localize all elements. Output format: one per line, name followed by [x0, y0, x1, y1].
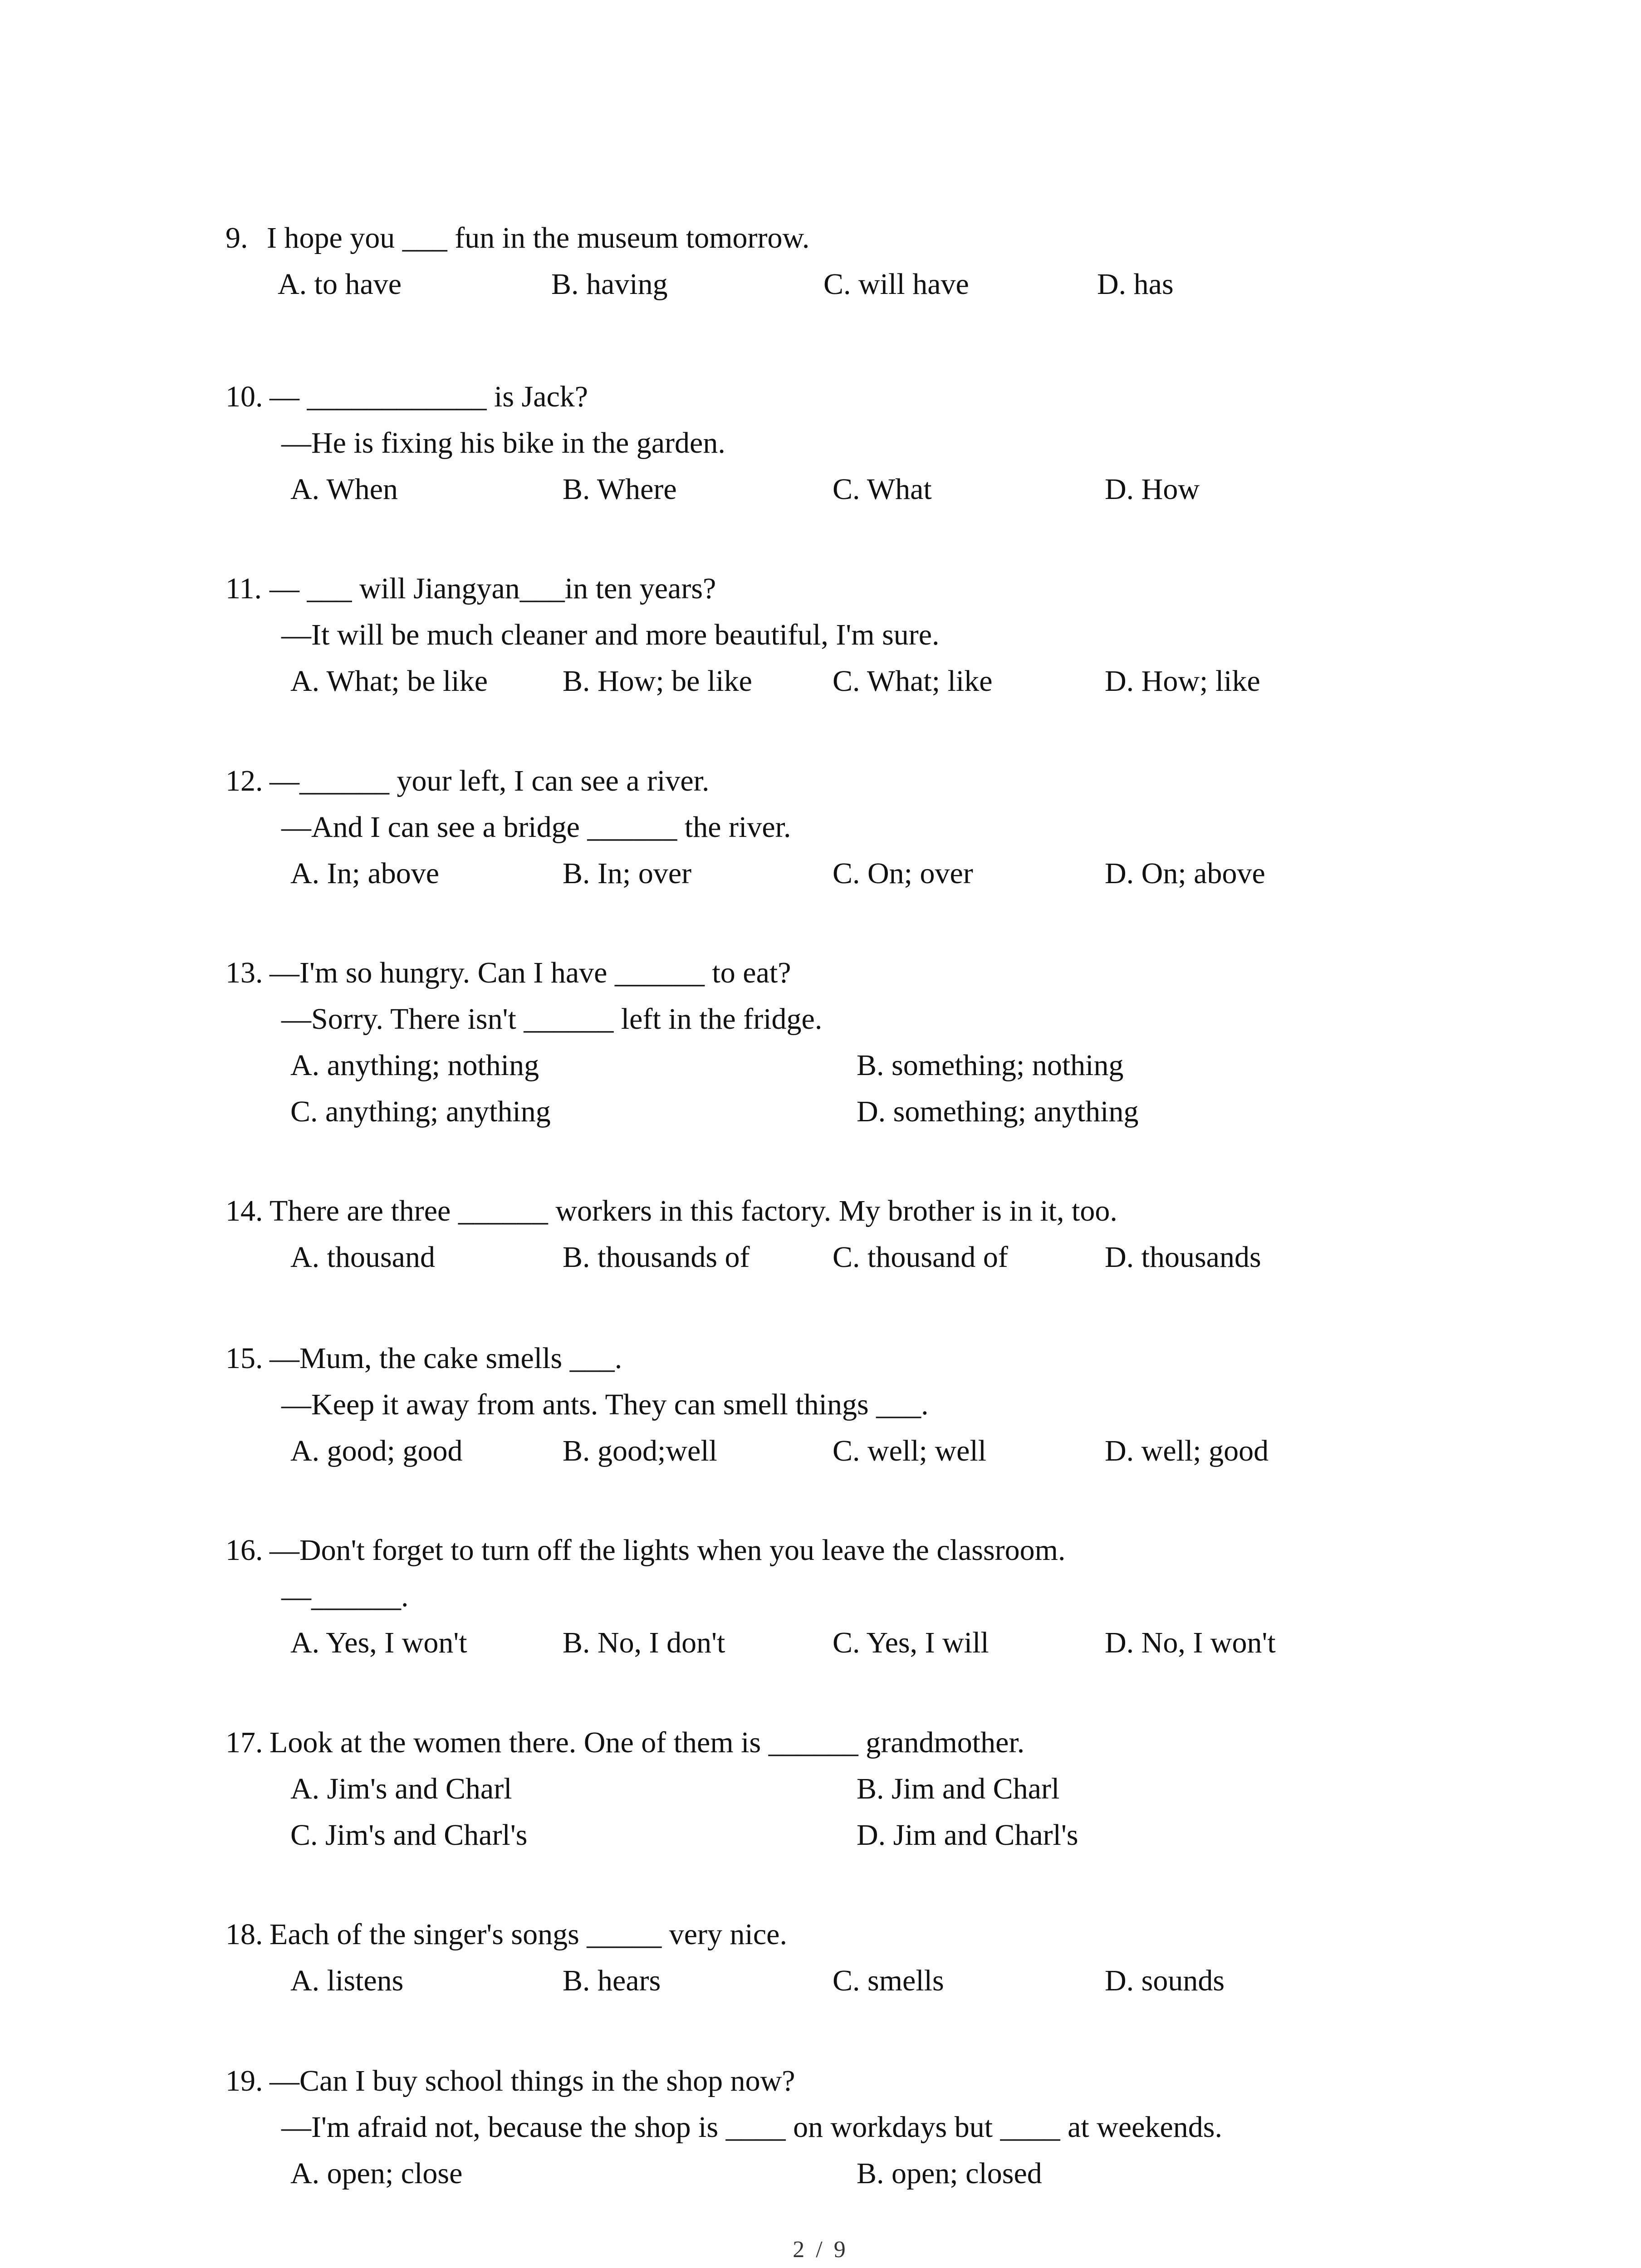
- answer-option-b[interactable]: B. How; be like: [563, 665, 752, 698]
- dialogue-line: —Sorry. There isn't ______ left in the fridge.: [281, 1002, 823, 1036]
- question-number: 15.: [225, 1342, 263, 1375]
- question-stem: —Mum, the cake smells ___.: [269, 1342, 622, 1375]
- answer-option-a[interactable]: A. good; good: [290, 1434, 463, 1467]
- answer-option-b[interactable]: B. thousands of: [563, 1241, 750, 1274]
- question-stem: Look at the women there. One of them is ______ grandmother.: [269, 1726, 1025, 1759]
- answer-option-d[interactable]: D. has: [1097, 268, 1174, 301]
- answer-option-c[interactable]: C. What: [833, 473, 932, 506]
- answer-option-c[interactable]: C. well; well: [833, 1434, 987, 1467]
- dialogue-line: —Keep it away from ants. They can smell things ___.: [281, 1388, 929, 1421]
- answer-option-b[interactable]: B. good;well: [563, 1434, 717, 1467]
- answer-option-d[interactable]: D. well; good: [1105, 1434, 1269, 1467]
- question-number: 13.: [225, 956, 263, 989]
- answer-option-d[interactable]: D. something; anything: [857, 1095, 1139, 1128]
- answer-option-a[interactable]: A. anything; nothing: [290, 1049, 539, 1082]
- answer-option-a[interactable]: A. open; close: [290, 2157, 463, 2190]
- question-number: 11.: [225, 572, 262, 605]
- answer-option-c[interactable]: C. anything; anything: [290, 1095, 551, 1128]
- dialogue-line: —And I can see a bridge ______ the river.: [281, 811, 791, 844]
- answer-option-d[interactable]: D. How: [1105, 473, 1200, 506]
- answer-option-b[interactable]: B. No, I don't: [563, 1626, 725, 1659]
- answer-option-c[interactable]: C. Jim's and Charl's: [290, 1818, 528, 1852]
- question-stem: I hope you ___ fun in the museum tomorrow.: [267, 221, 810, 254]
- answer-option-d[interactable]: D. No, I won't: [1105, 1626, 1276, 1659]
- question-number: 12.: [225, 764, 263, 797]
- dialogue-line: —______.: [281, 1580, 409, 1613]
- question-number: 19.: [225, 2064, 263, 2097]
- answer-option-c[interactable]: C. What; like: [833, 665, 993, 698]
- answer-option-b[interactable]: B. Jim and Charl: [857, 1772, 1060, 1805]
- answer-option-a[interactable]: A. What; be like: [290, 665, 488, 698]
- answer-option-c[interactable]: C. thousand of: [833, 1241, 1008, 1274]
- question-stem: —______ your left, I can see a river.: [269, 764, 710, 797]
- answer-option-a[interactable]: A. In; above: [290, 857, 440, 890]
- question-stem: — ___ will Jiangyan___in ten years?: [269, 572, 716, 605]
- answer-option-b[interactable]: B. having: [551, 268, 668, 301]
- dialogue-line: —He is fixing his bike in the garden.: [281, 426, 725, 459]
- dialogue-line: —It will be much cleaner and more beautiful, I'm sure.: [281, 618, 940, 651]
- question-stem: There are three ______ workers in this factory. My brother is in it, too.: [269, 1194, 1117, 1227]
- question-number: 14.: [225, 1194, 263, 1227]
- answer-option-a[interactable]: A. Yes, I won't: [290, 1626, 467, 1659]
- answer-option-c[interactable]: C. On; over: [833, 857, 973, 890]
- question-stem: Each of the singer's songs _____ very nice.: [269, 1918, 787, 1951]
- answer-option-d[interactable]: D. Jim and Charl's: [857, 1818, 1078, 1852]
- question-number: 16.: [225, 1534, 263, 1567]
- answer-option-d[interactable]: D. How; like: [1105, 665, 1260, 698]
- answer-option-a[interactable]: A. Jim's and Charl: [290, 1772, 512, 1805]
- question-stem: —Can I buy school things in the shop now?: [269, 2064, 795, 2097]
- question-stem: —I'm so hungry. Can I have ______ to eat?: [269, 956, 791, 989]
- answer-option-c[interactable]: C. will have: [823, 268, 969, 301]
- answer-option-a[interactable]: A. thousand: [290, 1241, 435, 1274]
- answer-option-b[interactable]: B. Where: [563, 473, 677, 506]
- answer-option-c[interactable]: C. Yes, I will: [833, 1626, 989, 1659]
- answer-option-a[interactable]: A. to have: [278, 268, 402, 301]
- answer-option-a[interactable]: A. listens: [290, 1964, 404, 1997]
- answer-option-a[interactable]: A. When: [290, 473, 398, 506]
- question-stem: —Don't forget to turn off the lights when you leave the classroom.: [269, 1534, 1066, 1567]
- question-stem: — ____________ is Jack?: [269, 380, 588, 413]
- answer-option-d[interactable]: D. On; above: [1105, 857, 1265, 890]
- answer-option-b[interactable]: B. open; closed: [857, 2157, 1042, 2190]
- question-number: 10.: [225, 380, 263, 413]
- dialogue-line: —I'm afraid not, because the shop is ____ on workdays but ____ at weekends.: [281, 2111, 1222, 2144]
- page-number: 2 / 9: [793, 2237, 848, 2263]
- question-number: 18.: [225, 1918, 263, 1951]
- answer-option-b[interactable]: B. something; nothing: [857, 1049, 1124, 1082]
- answer-option-d[interactable]: D. sounds: [1105, 1964, 1225, 1997]
- question-number: 17.: [225, 1726, 263, 1759]
- answer-option-b[interactable]: B. hears: [563, 1964, 661, 1997]
- answer-option-d[interactable]: D. thousands: [1105, 1241, 1261, 1274]
- question-number: 9.: [225, 221, 248, 254]
- answer-option-c[interactable]: C. smells: [833, 1964, 944, 1997]
- answer-option-b[interactable]: B. In; over: [563, 857, 692, 890]
